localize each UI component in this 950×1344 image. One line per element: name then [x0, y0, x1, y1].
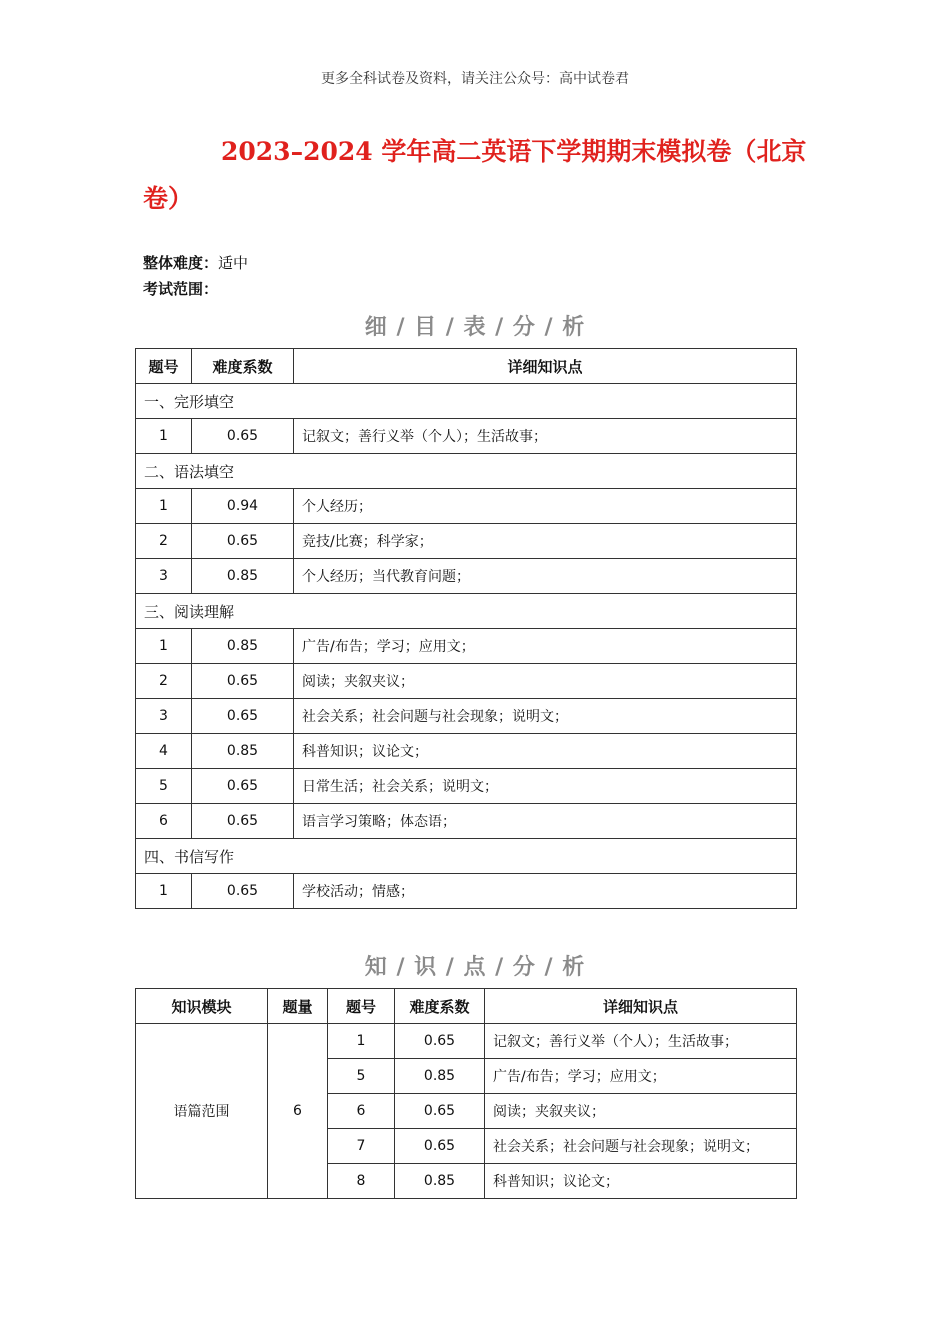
- difficulty-coefficient: 0.85: [192, 734, 294, 769]
- difficulty-line: [143, 252, 248, 273]
- difficulty-coefficient: 0.65: [192, 419, 294, 454]
- section-row: [136, 454, 797, 489]
- knowledge-points: 记叙文；善行义举（个人）；生活故事；: [294, 419, 797, 454]
- section-name: 一、完形填空: [136, 384, 797, 419]
- table-row: [136, 769, 797, 804]
- question-number: 7: [328, 1129, 395, 1164]
- section-row: [136, 384, 797, 419]
- question-count: 6: [268, 1024, 328, 1199]
- knowledge-table-heading: 知 / 识 / 点 / 分 / 析: [364, 955, 586, 980]
- column-header: 难度系数: [395, 989, 485, 1024]
- table-row: [136, 699, 797, 734]
- detail-table-header-row: [136, 349, 797, 384]
- question-number: 8: [328, 1164, 395, 1199]
- table-row: [136, 524, 797, 559]
- difficulty-coefficient: 0.85: [395, 1059, 485, 1094]
- difficulty-coefficient: 0.94: [192, 489, 294, 524]
- table-row: [136, 559, 797, 594]
- table-row: [136, 874, 797, 909]
- table-row: [136, 419, 797, 454]
- table-row: [136, 664, 797, 699]
- difficulty-coefficient: 0.85: [192, 629, 294, 664]
- table-row: [136, 734, 797, 769]
- question-number: 6: [328, 1094, 395, 1129]
- section-row: [136, 839, 797, 874]
- difficulty-label: 整体难度：: [143, 254, 219, 272]
- question-number: 4: [136, 734, 192, 769]
- question-number: 1: [136, 489, 192, 524]
- difficulty-coefficient: 0.85: [395, 1164, 485, 1199]
- document-title-line1: 2023–2024 学年高二英语下学期期末模拟卷（北京: [221, 137, 807, 166]
- difficulty-coefficient: 0.65: [192, 699, 294, 734]
- section-row: [136, 594, 797, 629]
- question-number: 1: [328, 1024, 395, 1059]
- table-row: [136, 629, 797, 664]
- difficulty-coefficient: 0.65: [192, 664, 294, 699]
- scope-line: [143, 278, 218, 299]
- column-header: 题号: [328, 989, 395, 1024]
- table-row: [136, 1024, 797, 1059]
- knowledge-points: 科普知识；议论文；: [485, 1164, 797, 1199]
- column-header: 详细知识点: [294, 349, 797, 384]
- difficulty-coefficient: 0.65: [395, 1024, 485, 1059]
- knowledge-points: 阅读；夹叙夹议；: [485, 1094, 797, 1129]
- knowledge-table-header-row: [136, 989, 797, 1024]
- question-number: 1: [136, 629, 192, 664]
- column-header: 题量: [268, 989, 328, 1024]
- difficulty-coefficient: 0.65: [192, 769, 294, 804]
- knowledge-points: 社会关系；社会问题与社会现象；说明文；: [485, 1129, 797, 1164]
- question-number: 5: [136, 769, 192, 804]
- column-header: 难度系数: [192, 349, 294, 384]
- knowledge-points: 学校活动；情感；: [294, 874, 797, 909]
- section-name: 三、阅读理解: [136, 594, 797, 629]
- difficulty-coefficient: 0.65: [192, 874, 294, 909]
- knowledge-module: 语篇范围: [136, 1024, 268, 1199]
- knowledge-points: 广告/布告；学习；应用文；: [294, 629, 797, 664]
- knowledge-points: 科普知识；议论文；: [294, 734, 797, 769]
- section-name: 二、语法填空: [136, 454, 797, 489]
- knowledge-points: 个人经历；当代教育问题；: [294, 559, 797, 594]
- question-number: 1: [136, 419, 192, 454]
- question-number: 3: [136, 559, 192, 594]
- knowledge-points: 社会关系；社会问题与社会现象；说明文；: [294, 699, 797, 734]
- detail-table: [135, 348, 797, 909]
- knowledge-points: 广告/布告；学习；应用文；: [485, 1059, 797, 1094]
- knowledge-points: 日常生活；社会关系；说明文；: [294, 769, 797, 804]
- question-number: 3: [136, 699, 192, 734]
- scope-label: 考试范围：: [143, 280, 219, 298]
- question-number: 6: [136, 804, 192, 839]
- table-row: [136, 489, 797, 524]
- knowledge-points: 阅读；夹叙夹议；: [294, 664, 797, 699]
- question-number: 1: [136, 874, 192, 909]
- difficulty-coefficient: 0.65: [395, 1094, 485, 1129]
- difficulty-coefficient: 0.65: [395, 1129, 485, 1164]
- document-title-line2: 卷）: [143, 184, 194, 213]
- question-number: 5: [328, 1059, 395, 1094]
- column-header: 详细知识点: [485, 989, 797, 1024]
- knowledge-points: 竞技/比赛；科学家；: [294, 524, 797, 559]
- document-title: [143, 128, 823, 222]
- knowledge-points: 语言学习策略；体态语；: [294, 804, 797, 839]
- knowledge-table: [135, 988, 797, 1199]
- knowledge-points: 个人经历；: [294, 489, 797, 524]
- column-header: 题号: [136, 349, 192, 384]
- difficulty-coefficient: 0.85: [192, 559, 294, 594]
- question-number: 2: [136, 664, 192, 699]
- table-row: [136, 804, 797, 839]
- difficulty-coefficient: 0.65: [192, 804, 294, 839]
- detail-table-heading: 细 / 目 / 表 / 分 / 析: [364, 315, 586, 340]
- question-number: 2: [136, 524, 192, 559]
- knowledge-points: 记叙文；善行义举（个人）；生活故事；: [485, 1024, 797, 1059]
- difficulty-value: 适中: [218, 254, 249, 272]
- difficulty-coefficient: 0.65: [192, 524, 294, 559]
- header-note: 更多全科试卷及资料，请关注公众号：高中试卷君: [321, 71, 629, 87]
- column-header: 知识模块: [136, 989, 268, 1024]
- section-name: 四、书信写作: [136, 839, 797, 874]
